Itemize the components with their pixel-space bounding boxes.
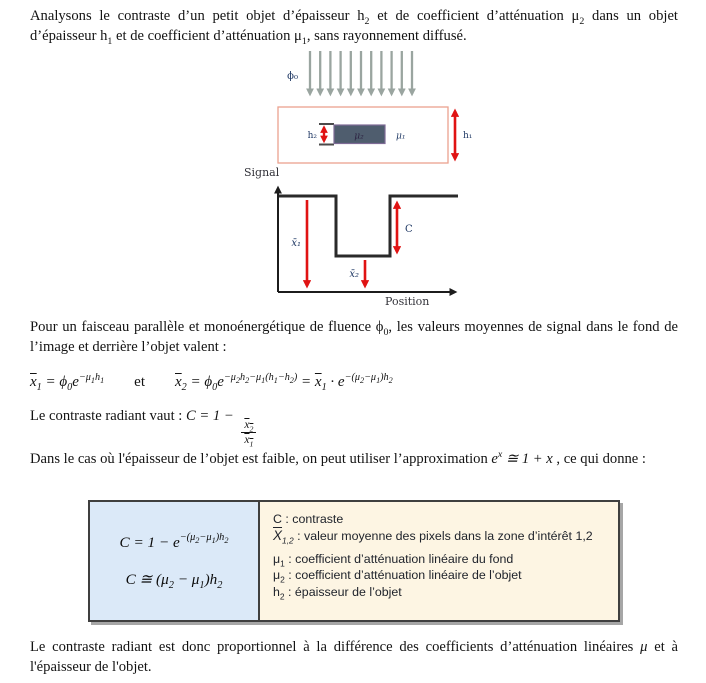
fluence-paragraph: Pour un faisceau parallèle et monoénergétique de fluence $\phi_0$, les valeurs moyennes de signal dans le fond de l’image et derrière l’objet valent : [30,319,678,355]
equation-x2: $\overline{x}_2 = \phi_0e^{-\mu_2h_2-\mu_1(h_1-h_2)} = \overline{x}_1 \cdot e^{-(\mu_2-\mu_1)h_2}$ [175,372,393,393]
legend-h2: $h_2$ : épaisseur de l’objet [273,585,402,602]
approximation-paragraph [30,450,678,470]
conclusion-paragraph: Le contraste radiant est donc proportionnel à la différence des coefficients d’atténuation linéaires μ et à l'épaisseur de l'objet. [30,639,678,675]
position-axis-label: Position [385,295,430,308]
legend-panel [260,502,618,620]
legend-mu1: $\mu_1$ : coefficient d’atténuation linéaire du fond [273,551,514,569]
h2-label: h₂ [307,131,317,141]
x2-bar-label: x̄₂ [349,269,359,280]
contrast-figure [240,46,480,312]
approximation-math: $e^x$ ≅ 1 + x [491,449,553,467]
formula-panel [90,502,260,620]
mu2-label: μ₂ [354,131,364,142]
radiant-contrast-line [30,408,256,448]
contrast-definition-math: C = 1 − [186,408,234,424]
intro-paragraph: Analysons le contraste d’un petit objet d’épaisseur $h_2$ et de coefficient d’atténuation $\mu_2$ dans un objet d’épaisseur $h_1$ et de coefficient d’atténuation $\mu_1$, sans rayonnement diffusé. [30,8,678,47]
contrast-fraction [241,418,256,448]
equation-connector: et [134,374,145,390]
legend-mean-value: $\overline{X}_{1,2}$ : valeur moyenne des pixels dans la zone d’intérêt 1,2 [273,527,593,546]
radiant-contrast-text: Le contraste radiant vaut : [30,408,187,424]
contrast-label: C [405,224,413,235]
contrast-exact-formula: $C = 1 - e^{-(\mu_2-\mu_1)h_2}$ [119,532,229,551]
mean-signal-equations [30,374,393,391]
approximation-text-1: Dans le cas où l'épaisseur de l’objet est faible, on peut utiliser l’approximation [30,451,492,467]
approximation-text-2: , ce qui donne : [552,451,646,467]
signal-axis-label: Signal [244,166,280,179]
fraction-numerator: $x_2$ [241,418,256,433]
h1-label: h₁ [463,131,473,141]
mu1-label: μ₁ [396,131,406,142]
equation-x1: $\overline{x}_1 = \phi_0e^{-\mu_1h_1}$ [30,372,105,393]
x1-bar-label: x̄₁ [291,238,301,249]
fluence-phi0-label: ϕ₀ [287,71,298,82]
contrast-approx-formula: C ≅ $(\mu_2 - \mu_1)h_2$ [125,570,223,591]
contrast-summary-box [88,500,620,622]
legend-contraste: C : contraste [273,512,344,526]
fraction-denominator: $x_1$ [244,434,254,449]
legend-mu2: $\mu_2$ : coefficient d’atténuation linéaire de l’objet [273,568,522,585]
beam-arrows [310,51,412,94]
